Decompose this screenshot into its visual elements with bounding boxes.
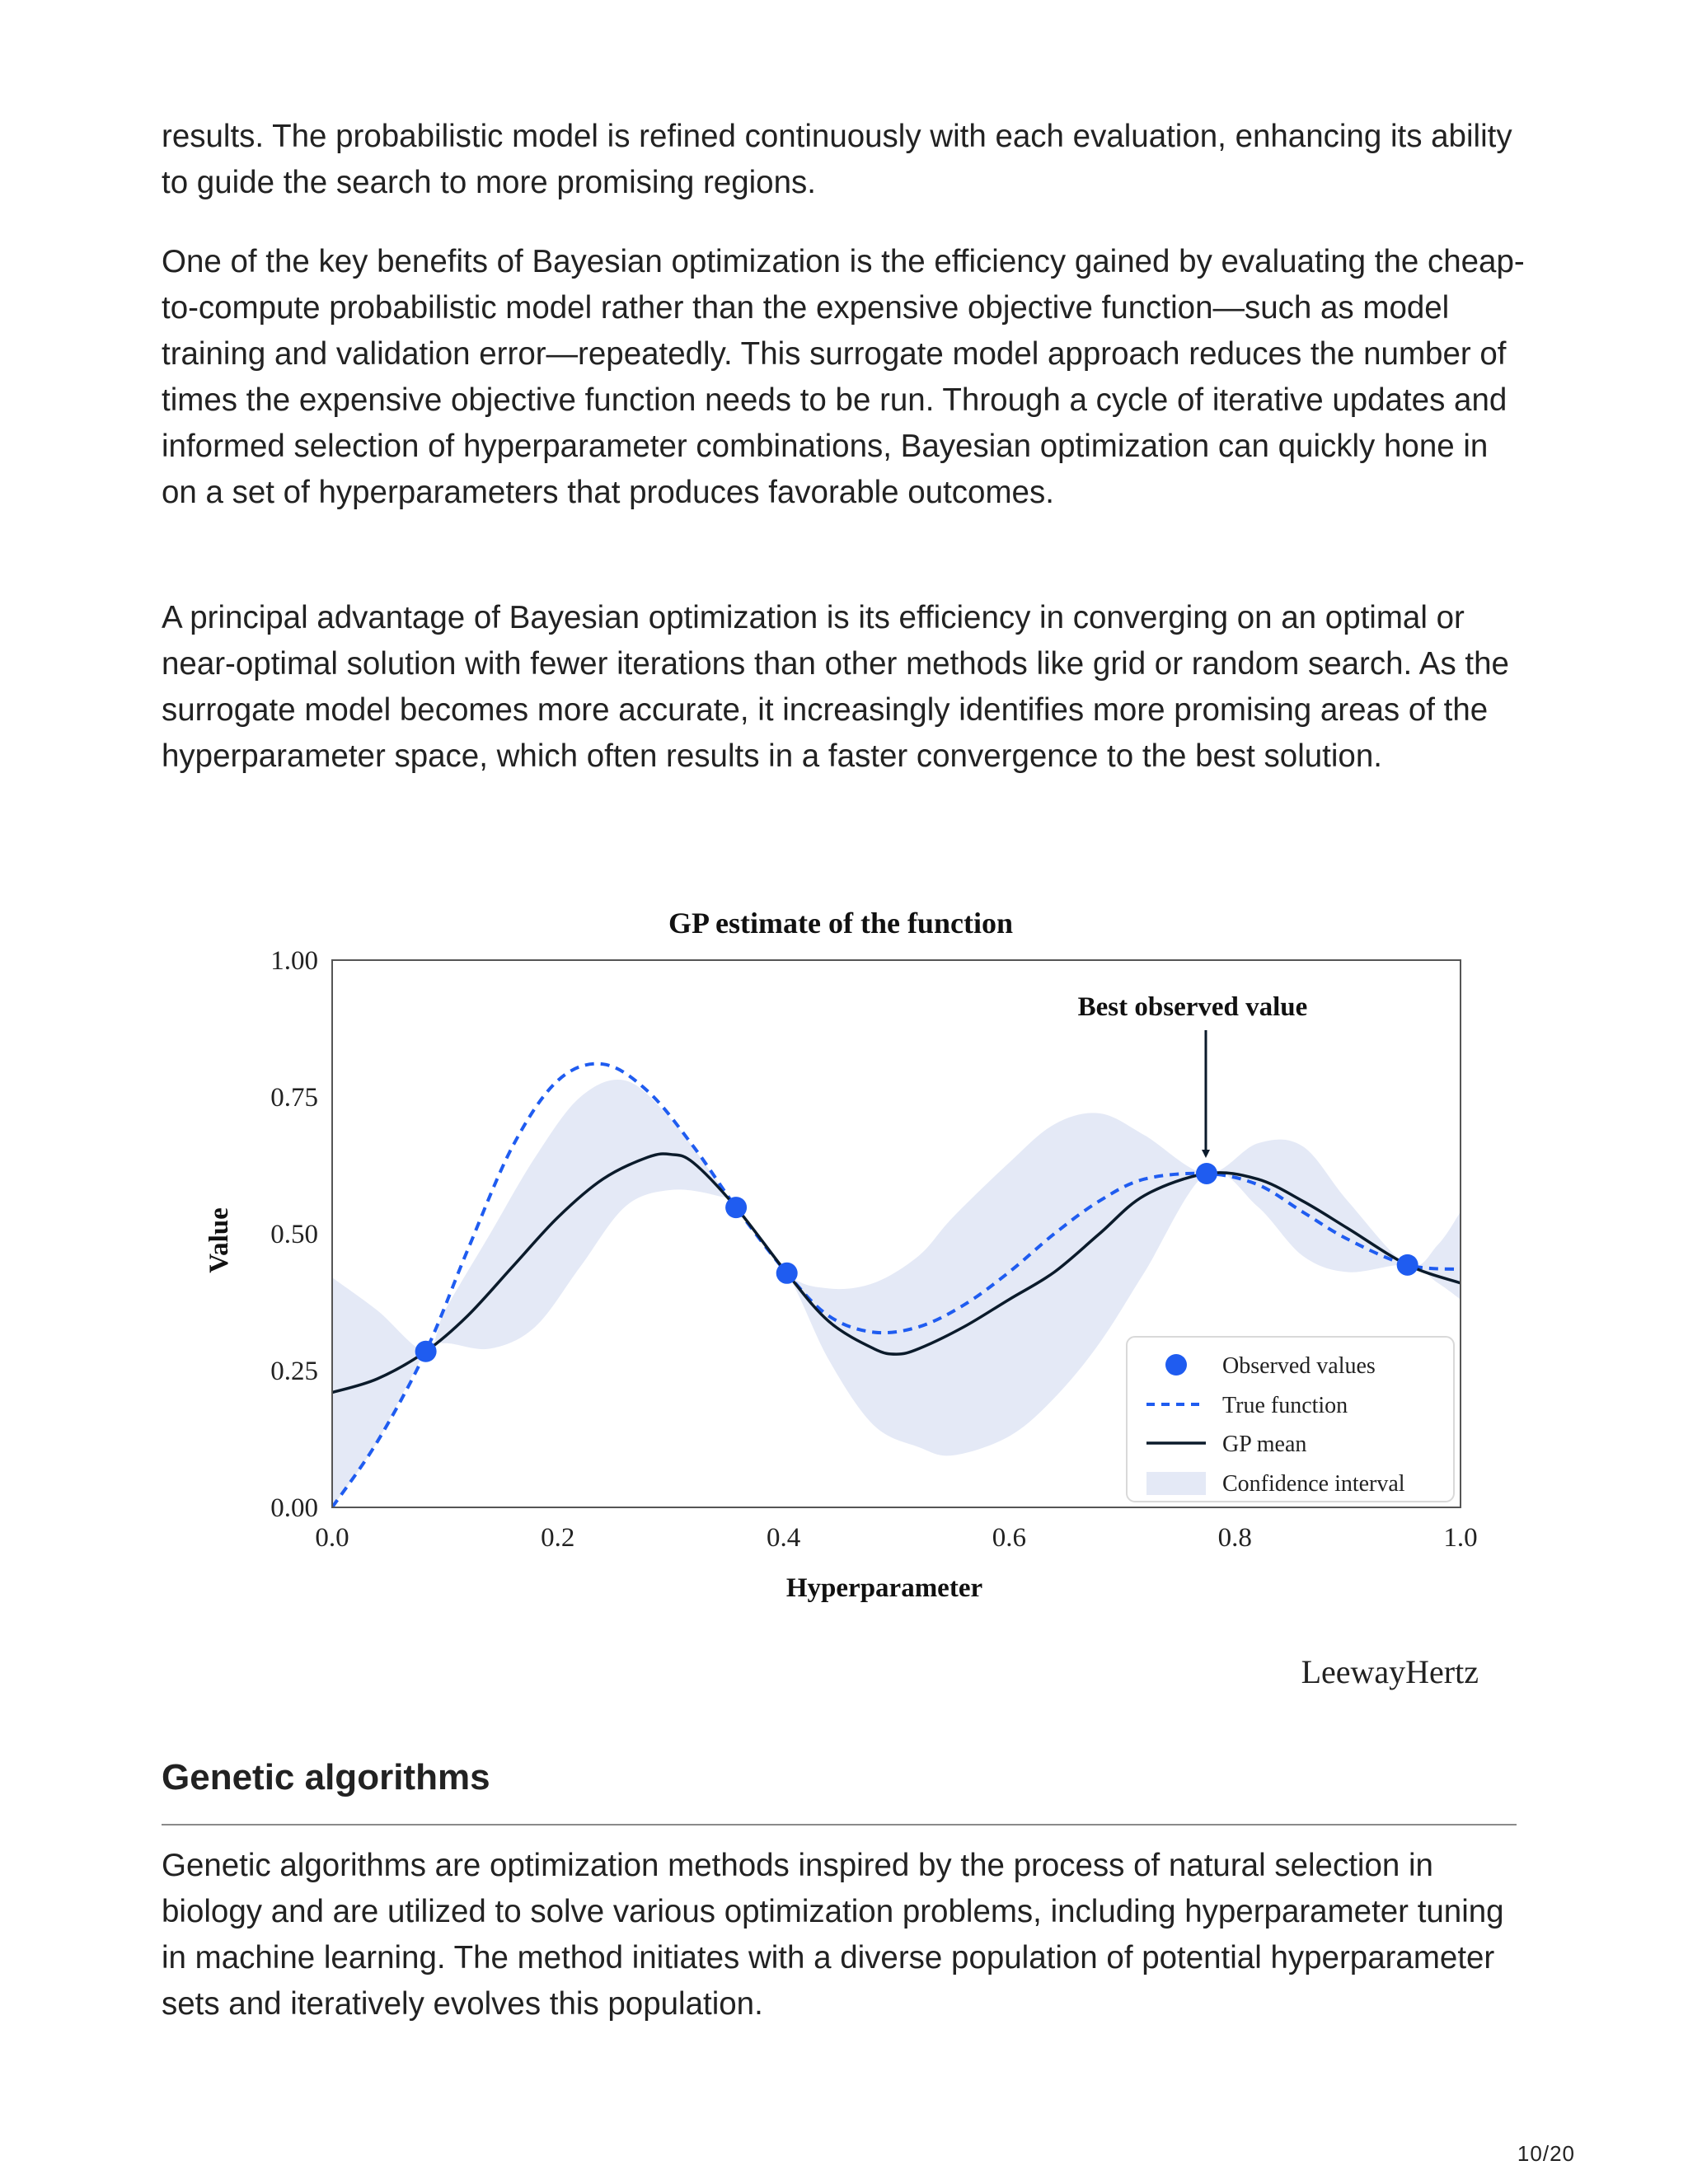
x-tick-label: 1.0: [1443, 1523, 1478, 1553]
observed-point: [725, 1197, 747, 1218]
figure-credit: LeewayHertz: [1301, 1653, 1479, 1690]
legend-label-true: True function: [1222, 1393, 1348, 1418]
chart-legend: [1127, 1337, 1454, 1502]
paragraph-genetic-algorithms: Genetic algorithms are optimization methods inspired by the process of natural selection in biology and are utilized to solve various optimization problems, including hyperparameter tuning in machine learning. The method initiates with a diverse population of potential hyperparameter sets and iteratively evolves this population.: [162, 1848, 1504, 2022]
x-tick-label: 0.8: [1217, 1523, 1252, 1553]
gp-estimate-chart: [0, 890, 1688, 1632]
heading-divider: [162, 1824, 1517, 1825]
y-tick-label: 0.50: [270, 1220, 318, 1249]
x-axis-label: Hyperparameter: [785, 1573, 983, 1603]
y-axis-label: Value: [204, 1207, 234, 1273]
legend-ci-swatch: [1146, 1472, 1206, 1495]
y-tick-label: 0.75: [270, 1083, 318, 1113]
paragraph-intro-continuation: results. The probabilistic model is refined continuously with each evaluation, enhancing its ability to guide the search to more promising regions.: [162, 119, 1512, 200]
observed-point: [415, 1341, 437, 1362]
observed-point: [776, 1263, 798, 1284]
legend-label-ci: Confidence interval: [1222, 1471, 1405, 1497]
x-tick-label: 0.4: [766, 1523, 801, 1553]
y-tick-label: 0.25: [270, 1357, 318, 1386]
legend-label-observed: Observed values: [1222, 1353, 1376, 1379]
paragraph-principal-advantage: A principal advantage of Bayesian optimization is its efficiency in converging on an optimal or near-optimal solution with fewer iterations than other methods like grid or random search. As the surrogate model becomes more accurate, it increasingly identifies more promising areas of the hyperparameter space, which often results in a faster convergence to the best solution.: [162, 600, 1509, 774]
paragraph-key-benefits: One of the key benefits of Bayesian optimization is the efficiency gained by evaluating the cheap-to-compute probabilistic model rather than the expensive objective function—such as model training and validation error—repeatedly. This surrogate model approach reduces the number of times the expensive objective function needs to be run. Through a cycle of iterative updates and informed selection of hyperparameter combinations, Bayesian optimization can quickly hone in on a set of hyperparameters that produces favorable outcomes.: [162, 244, 1525, 510]
chart-title: GP estimate of the function: [668, 907, 1013, 940]
x-tick-label: 0.6: [992, 1523, 1027, 1553]
page-number: 10/20: [1517, 2141, 1575, 2166]
x-tick-label: 0.2: [541, 1523, 575, 1553]
observed-point: [1397, 1254, 1418, 1276]
x-tick-label: 0.0: [315, 1523, 349, 1553]
section-heading-genetic-algorithms: Genetic algorithms: [162, 1757, 490, 1797]
legend-observed-marker: [1165, 1354, 1187, 1376]
y-tick-label: 0.00: [270, 1493, 318, 1523]
observed-point: [1196, 1163, 1217, 1184]
legend-label-mean: GP mean: [1222, 1432, 1307, 1457]
y-tick-label: 1.00: [270, 946, 318, 976]
best-observed-annotation: Best observed value: [1077, 992, 1308, 1022]
